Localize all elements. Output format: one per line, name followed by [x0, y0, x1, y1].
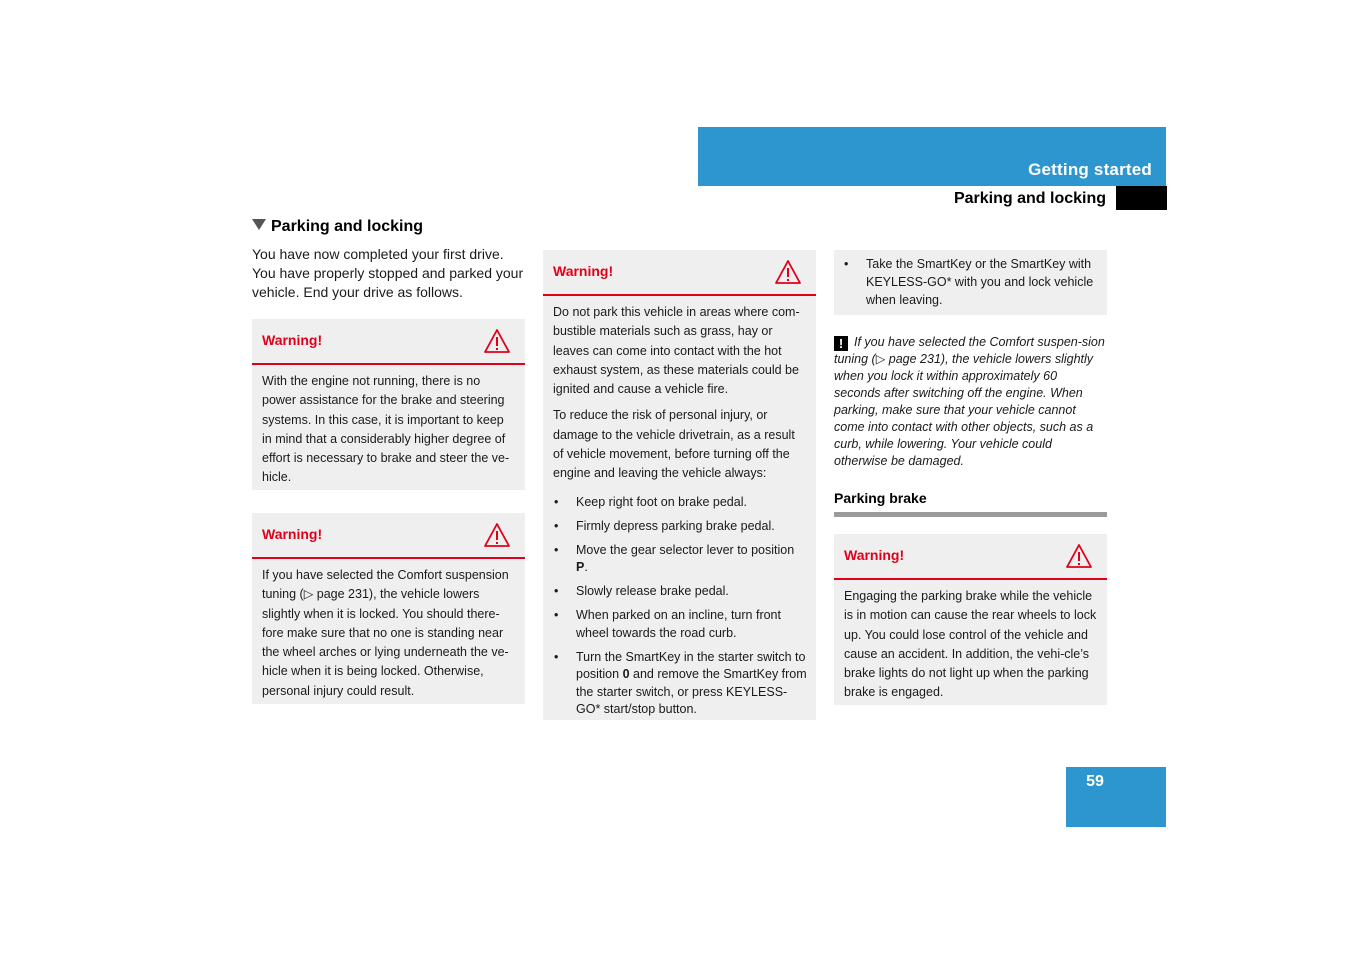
- warning-label: Warning!: [553, 263, 614, 279]
- warning-box-comfort-suspension: [252, 513, 525, 704]
- warning-body: [252, 559, 525, 710]
- warning-body: [252, 365, 525, 497]
- section-title: Parking and locking: [953, 190, 1106, 207]
- list-item: • Turn the SmartKey in the starter switch to position 0 and remove the SmartKey from the starter switch, or press KEYLESS-GO* start/stop button.: [553, 649, 807, 719]
- page-heading-text: Parking and locking: [271, 218, 424, 235]
- list-item: • Keep right foot on brake pedal.: [553, 494, 807, 512]
- warning-header: [252, 319, 525, 365]
- intro-paragraph: You have now completed your first drive. You have properly stopped and parked your vehicle. End your drive as follows.: [252, 246, 524, 300]
- warning-header: [252, 513, 525, 559]
- warning-header: [834, 534, 1107, 580]
- page-number: 59: [1086, 773, 1104, 790]
- warning-box-fire-hazard: [543, 250, 816, 720]
- list-item: Take the SmartKey or the SmartKey with KEYLESS-GO* with you and lock vehicle when leaving.: [866, 257, 1094, 307]
- warning-label: Warning!: [262, 526, 323, 542]
- warning-box-parking-brake: [834, 534, 1107, 705]
- list-item: • Move the gear selector lever to position P.: [553, 542, 807, 577]
- warning-label: Warning!: [844, 547, 905, 563]
- note-paragraph: [834, 334, 1107, 470]
- warning-triangle-icon: [483, 328, 511, 354]
- warning-text: With the engine not running, there is no power assistance for the brake and steering systems. In this case, it is important to keep in mind that a considerably higher degree of effort is necessary to brake and steer the ve-hicle.: [262, 374, 510, 485]
- section-marker: [1116, 186, 1167, 210]
- warning-body: [834, 580, 1107, 712]
- page-heading: [252, 218, 423, 236]
- warning-header: [543, 250, 816, 296]
- warning-triangle-icon: [483, 522, 511, 548]
- keyless-bullet-box: [834, 250, 1107, 315]
- bullet-dot: •: [844, 257, 849, 271]
- warning-text: Do not park this vehicle in areas where com-bustible materials such as grass, hay or leaves can come into contact with the hot exhaust system, as these materials could be ignited and cause a vehicle fire.: [553, 305, 800, 397]
- warning-triangle-icon: [774, 259, 802, 285]
- steps-list: [553, 494, 807, 719]
- note-text: If you have selected the Comfort suspen-sion tuning (▷ page 231), the vehicle lowers slightly when you lock it within approximately 60 seconds after switching off the engine. When parking, make sure that your vehicle cannot come into contact with other objects, such as a curb, while lowering. Your vehicle could otherwise be damaged.: [834, 335, 1105, 468]
- warning-label: Warning!: [262, 332, 323, 348]
- warning-box-engine-off: [252, 319, 525, 490]
- list-item: • Slowly release brake pedal.: [553, 583, 807, 601]
- page-number-tab: [1066, 767, 1166, 827]
- exclamation-icon: !: [834, 336, 848, 351]
- warning-triangle-icon: [1065, 543, 1093, 569]
- list-item: • When parked on an incline, turn front wheel towards the road curb.: [553, 607, 807, 642]
- warning-body: [543, 296, 816, 734]
- warning-text: To reduce the risk of personal injury, or damage to the vehicle drivetrain, as a result of vehicle movement, before turning off the engine and leaving the vehicle always:: [553, 408, 795, 481]
- warning-text: If you have selected the Comfort suspension tuning (▷ page 231), the vehicle lowers slightly when it is locked. You should there-fore make sure that no one is standing near the wheel arches or lying underneath the ve-hicle when it is being locked. Otherwise, personal injury could result.: [262, 568, 509, 698]
- chapter-header-band: [698, 127, 1166, 186]
- list-item: • Firmly depress parking brake pedal.: [553, 518, 807, 536]
- triangle-down-icon: [252, 219, 266, 230]
- warning-text: Engaging the parking brake while the vehicle is in motion can cause the rear wheels to lock up. You could lose control of the vehicle and cause an accident. In addition, the vehi-cle’s brake lights do not light up when the parking brake is engaged.: [844, 589, 1097, 700]
- subheading-parking-brake: Parking brake: [834, 490, 1107, 517]
- chapter-title: Getting started: [1028, 160, 1152, 179]
